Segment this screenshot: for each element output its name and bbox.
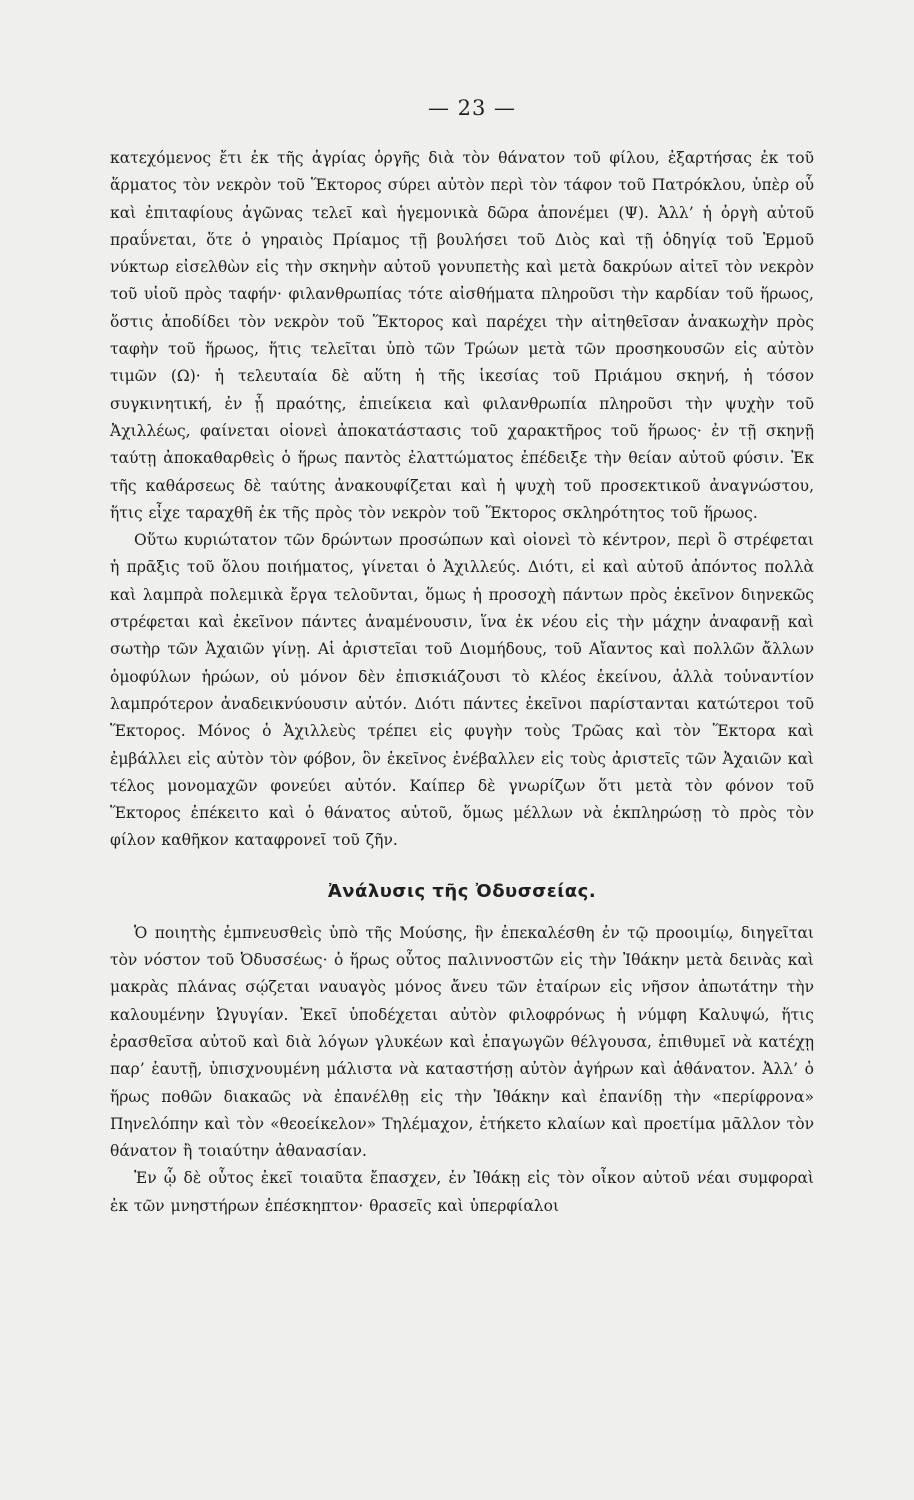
- paragraph-iliad-ending: κατεχόμενος ἔτι ἐκ τῆς ἀγρίας ὀργῆς διὰ τὸν θάνατον τοῦ φίλου, ἐξαρτήσας ἐκ τοῦ ἅρματος τὸν νεκρὸν τοῦ Ἕκτορος σύρει αὐτὸν περὶ τὸν τάφον τοῦ Πατρόκλου, ὑπὲρ οὗ καὶ ἐπιταφίους ἀγῶνας τελεῖ καὶ ἡγεμονικὰ δῶρα ἀπονέμει (Ψ). Ἀλλ’ ἡ ὀργὴ αὐτοῦ πραΰνεται, ὅτε ὁ γηραιὸς Πρίαμος τῇ βουλήσει τοῦ Διὸς καὶ τῇ ὁδηγίᾳ τοῦ Ἑρμοῦ νύκτωρ εἰσελθὼν εἰς τὴν σκηνὴν αὐτοῦ γονυπετὴς καὶ μετὰ δακρύων αἰτεῖ τὸν νεκρὸν τοῦ υἱοῦ πρὸς ταφήν· φιλανθρωπίας τότε αἰσθήματα πληροῦσι τὴν καρδίαν τοῦ ἥρωος, ὅστις ἀποδίδει τὸν νεκρὸν τοῦ Ἕκτορος καὶ παρέχει τὴν αἰτηθεῖσαν ἀνακωχὴν πρὸς ταφὴν τοῦ ἥρωος, ἥτις τελεῖται ὑπὸ τῶν Τρώων μετὰ τῶν προσηκουσῶν εἰς αὐτὸν τιμῶν (Ω)· ἡ τελευταία δὲ αὕτη ἡ τῆς ἱκεσίας τοῦ Πριάμου σκηνή, ἡ τόσον συγκινητική, ἐν ᾗ πραότης, ἐπιείκεια καὶ φιλανθρωπία πληροῦσι τὴν ψυχὴν τοῦ Ἀχιλλέως, φαίνεται οἱονεὶ ἀποκατάστασις τοῦ χαρακτῆρος τοῦ ἥρωος· ἐν τῇ σκηνῇ ταύτῃ ἀποκαθαρθεὶς ὁ ἥρως παντὸς ἐλαττώματος ἐπέδειξε τὴν θείαν αὐτοῦ φύσιν. Ἐκ τῆς καθάρσεως δὲ ταύτης ἀνακουφίζεται καὶ ἡ ψυχὴ τοῦ προσεκτικοῦ ἀναγνώστου, ἥτις εἶχε ταραχθῆ ἐκ τῆς πρὸς τὸν νεκρὸν τοῦ Ἕκτορος σκληρότητος τοῦ ἥρωος.: [110, 149, 814, 522]
- page-number: — 23 —: [427, 96, 517, 120]
- paragraph-achilles-center: Οὕτω κυριώτατον τῶν δρώντων προσώπων καὶ οἱονεὶ τὸ κέντρον, περὶ ὃ στρέφεται ἡ πρᾶξις τοῦ ὅλου ποιήματος, γίνεται ὁ Ἀχιλλεύς. Διότι, εἰ καὶ αὐτοῦ ἀπόντος πολλὰ καὶ λαμπρὰ πολεμικὰ ἔργα τελοῦνται, ὅμως ἡ προσοχὴ πάντων πρὸς ἐκεῖνον διηνεκῶς στρέφεται καὶ ἐκεῖνον πάντες ἀναμένουσιν, ἵνα ἐκ νέου εἰς τὴν μάχην ἀναφανῇ καὶ σωτὴρ τῶν Ἀχαιῶν γίνῃ. Αἱ ἀριστεῖαι τοῦ Διομήδους, τοῦ Αἴαντος καὶ πολλῶν ἄλλων ὁμοφύλων ἡρώων, οὐ μόνον δὲν ἐπισκιάζουσι τὸ κλέος ἐκείνου, ἀλλὰ τοὐναντίον λαμπρότερον ἀναδεικνύουσιν αὐτόν. Διότι πάντες ἐκεῖνοι παρίστανται κατώτεροι τοῦ Ἕκτορος. Μόνος ὁ Ἀχιλλεὺς τρέπει εἰς φυγὴν τοὺς Τρῶας καὶ τὸν Ἕκτορα καὶ ἐμβάλλει εἰς αὐτὸν τὸν φόβον, ὃν ἐκεῖνος ἐνέβαλλεν εἰς τοὺς ἀριστεῖς τῶν Ἀχαιῶν καὶ τέλος μονομαχῶν φονεύει αὐτόν. Καίπερ δὲ γνωρίζων ὅτι μετὰ τὸν φόνον τοῦ Ἕκτορος ἐπέκειτο καὶ ὁ θάνατος αὐτοῦ, ὅμως μέλλων νὰ ἐκπληρώσῃ τὸ πρὸς τὸν φίλον καθῆκον καταφρονεῖ τοῦ ζῆν.: [110, 531, 814, 850]
- paragraph-odyssey-intro: Ὁ ποιητὴς ἐμπνευσθεὶς ὑπὸ τῆς Μούσης, ἣν ἐπεκαλέσθη ἐν τῷ προοιμίῳ, διηγεῖται τὸν νόστον τοῦ Ὀδυσσέως· ὁ ἥρως οὗτος παλιννοστῶν εἰς τὴν Ἰθάκην μετὰ δεινὰς καὶ μακρὰς πλάνας σῴζεται ναυαγὸς μόνος ἄνευ τῶν ἑταίρων εἰς νῆσον ἀπωτάτην τὴν καλουμένην Ὠγυγίαν. Ἐκεῖ ὑποδέχεται αὐτὸν φιλοφρόνως ἡ νύμφη Καλυψώ, ἥτις ἐρασθεῖσα αὐτοῦ καὶ διὰ λόγων γλυκέων καὶ ἐπαγωγῶν θέλγουσα, ἐπιθυμεῖ νὰ κατέχῃ παρ’ ἑαυτῇ, ὑπισχνουμένη μάλιστα νὰ καταστήσῃ αὐτὸν ἀγήρων καὶ ἀθάνατον. Ἀλλ’ ὁ ἥρως ποθῶν διακαῶς νὰ ἐπανέλθῃ εἰς τὴν Ἰθάκην καὶ ἐπανίδῃ τὴν «περίφρονα» Πηνελόπην καὶ τὸν «θεοείκελον» Τηλέμαχον, ἐτήκετο κλαίων καὶ προετίμα μᾶλλον τὸν θάνατον ἢ τοιαύτην ἀθανασίαν.: [110, 923, 814, 1161]
- paragraph-suitors: Ἐν ᾧ δὲ οὗτος ἐκεῖ τοιαῦτα ἔπασχεν, ἐν Ἰθάκῃ εἰς τὸν οἶκον αὐτοῦ νέαι συμφοραὶ ἐκ τῶν μνηστήρων ἐπέσκηπτον· θρασεῖς καὶ ὑπερφίαλοι: [110, 1169, 814, 1215]
- section-heading: Ἀνάλυσις τῆς Ὀδυσσείας.: [327, 880, 597, 902]
